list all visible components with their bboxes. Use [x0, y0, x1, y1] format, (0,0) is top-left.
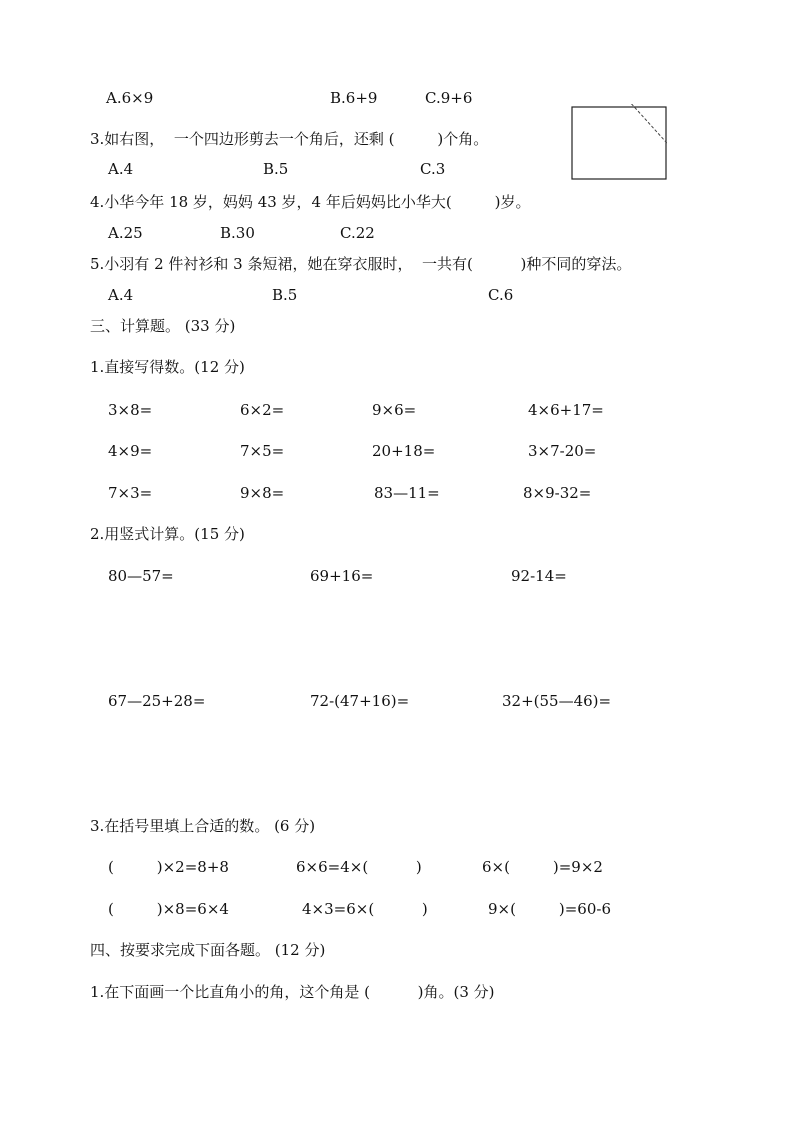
vertical-calc-item: 32+(55—46)=: [502, 692, 612, 710]
calc-item: 7×5=: [240, 442, 285, 460]
fill-blank-item: 6×( )=9×2: [482, 858, 603, 876]
q4-text: 4.小华今年 18 岁，妈妈 43 岁，4 年后妈妈比小华大( )岁。: [90, 193, 531, 211]
q2-option-c: C.9+6: [425, 89, 473, 107]
q3-text: 3.如右图， 一个四边形剪去一个角后，还剩 ( )个角。: [90, 130, 489, 148]
part-1-title: 1.直接写得数。(12 分): [90, 358, 245, 376]
vertical-calc-item: 69+16=: [310, 567, 374, 585]
rectangle-shape: [572, 107, 666, 179]
vertical-calc-item: 92-14=: [511, 567, 567, 585]
fill-blank-item: ( )×8=6×4: [108, 900, 229, 918]
calc-item: 8×9-32=: [523, 484, 592, 502]
q2-option-b: B.6+9: [330, 89, 378, 107]
vertical-calc-item: 67—25+28=: [108, 692, 206, 710]
calc-item: 7×3=: [108, 484, 153, 502]
q4-option-b: B.30: [220, 224, 255, 242]
fill-blank-item: 4×3=6×( ): [302, 900, 428, 918]
calc-item: 4×6+17=: [528, 401, 604, 419]
calc-item: 6×2=: [240, 401, 285, 419]
fill-blank-item: ( )×2=8+8: [108, 858, 229, 876]
q4-option-a: A.25: [108, 224, 143, 242]
cut-line: [628, 104, 667, 152]
q5-option-a: A.4: [108, 286, 134, 304]
calc-item: 3×7-20=: [528, 442, 597, 460]
calc-item: 83—11=: [374, 484, 440, 502]
q5-option-c: C.6: [488, 286, 514, 304]
section-4-q1: 1.在下面画一个比直角小的角，这个角是 ( )角。(3 分): [90, 983, 495, 1001]
calc-item: 4×9=: [108, 442, 153, 460]
calc-item: 9×6=: [372, 401, 417, 419]
calc-item: 9×8=: [240, 484, 285, 502]
q5-text: 5.小羽有 2 件衬衫和 3 条短裙，她在穿衣服时， 一共有( )种不同的穿法。: [90, 255, 632, 273]
q3-option-c: C.3: [420, 160, 446, 178]
q5-option-b: B.5: [272, 286, 298, 304]
vertical-calc-item: 80—57=: [108, 567, 174, 585]
calc-item: 20+18=: [372, 442, 436, 460]
section-3-title: 三、计算题。 (33 分): [90, 317, 236, 335]
q4-option-c: C.22: [340, 224, 375, 242]
part-2-title: 2.用竖式计算。(15 分): [90, 525, 245, 543]
q3-option-a: A.4: [108, 160, 134, 178]
fill-blank-item: 9×( )=60-6: [488, 900, 611, 918]
quadrilateral-figure: [571, 104, 667, 180]
fill-blank-item: 6×6=4×( ): [296, 858, 422, 876]
q2-option-a: A.6×9: [106, 89, 154, 107]
section-4-title: 四、按要求完成下面各题。 (12 分): [90, 941, 326, 959]
q3-option-b: B.5: [263, 160, 289, 178]
calc-item: 3×8=: [108, 401, 153, 419]
part-3-title: 3.在括号里填上合适的数。 (6 分): [90, 817, 316, 835]
vertical-calc-item: 72-(47+16)=: [310, 692, 410, 710]
